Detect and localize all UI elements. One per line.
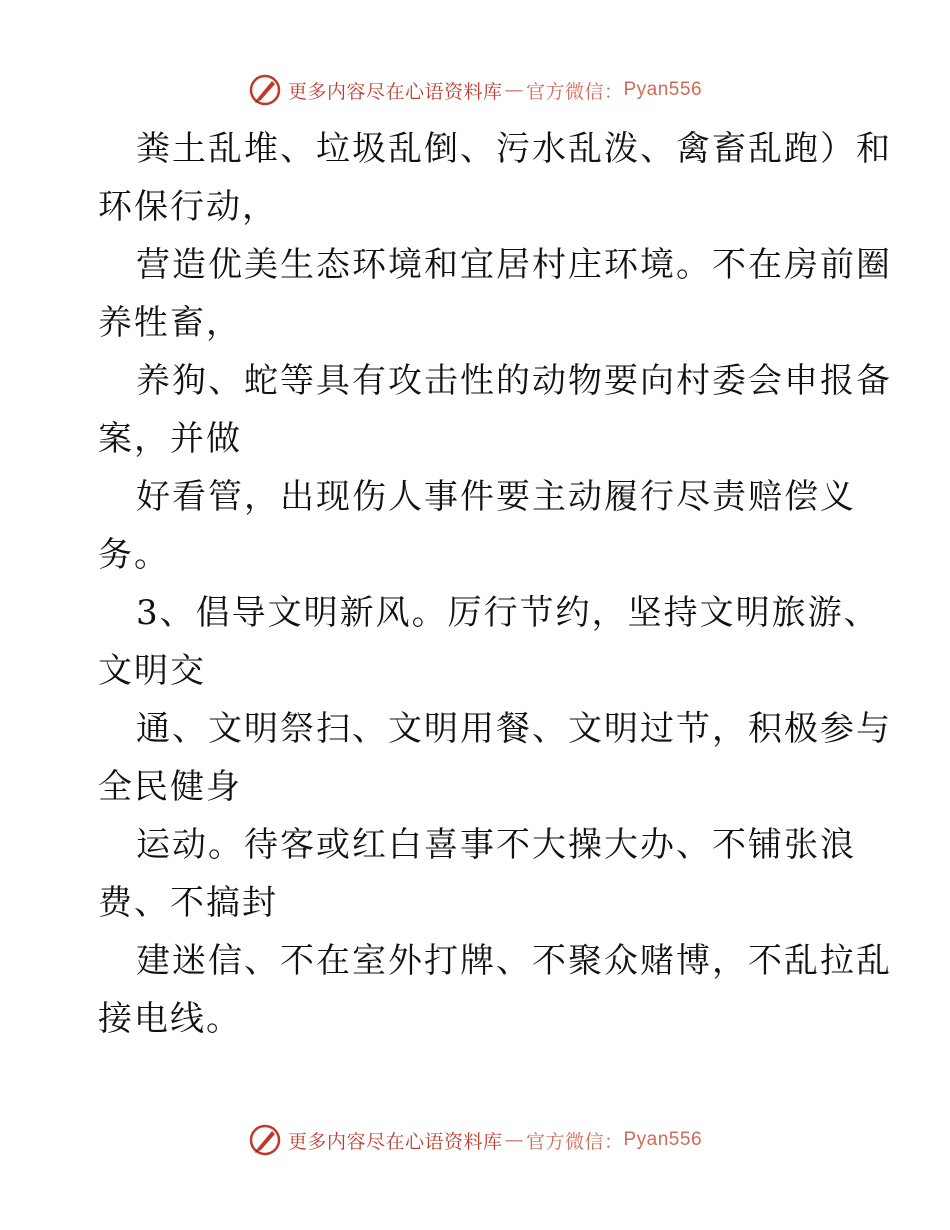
- document-body: [98, 120, 892, 1048]
- text-line: 养牲畜，: [98, 303, 242, 343]
- text-line: 费、不搞封: [98, 883, 278, 923]
- text-line: 环保行动，: [98, 187, 278, 227]
- text-line: 好看管，出现伤人事件要主动履行尽责赔偿义: [136, 477, 856, 517]
- text-line: 文明交: [98, 651, 206, 691]
- header-watermark: [0, 70, 950, 110]
- watermark-dash: —: [504, 79, 524, 101]
- watermark-main-text: 更多内容尽在心语资料库: [287, 1130, 503, 1153]
- watermark-dash: —: [504, 1129, 524, 1151]
- text-line: 案，并做: [98, 419, 242, 459]
- text-line: 粪土乱堆、垃圾乱倒、污水乱泼、禽畜乱跑）和: [136, 129, 892, 169]
- quill-pen-logo-icon: [248, 1123, 282, 1157]
- text-line: 通、文明祭扫、文明用餐、文明过节，积极参与: [136, 709, 892, 749]
- watermark-wechat-label: 官方微信：: [525, 80, 624, 103]
- text-line: 务。: [98, 535, 170, 575]
- quill-pen-logo-icon: [248, 73, 282, 107]
- text-line: 3、倡导文明新风。厉行节约，坚持文明旅游、: [136, 593, 880, 633]
- watermark-wechat-id: Pyan556: [623, 79, 703, 100]
- text-line: 营造优美生态环境和宜居村庄环境。不在房前圈: [136, 245, 892, 285]
- watermark-wechat-id: Pyan556: [623, 1129, 703, 1150]
- text-line: 运动。待客或红白喜事不大操大办、不铺张浪: [136, 825, 856, 865]
- watermark-wechat-label: 官方微信：: [525, 1130, 624, 1153]
- footer-watermark: [0, 1120, 950, 1160]
- text-line: 全民健身: [98, 767, 242, 807]
- text-line: 养狗、蛇等具有攻击性的动物要向村委会申报备: [136, 361, 892, 401]
- text-line: 建迷信、不在室外打牌、不聚众赌博，不乱拉乱: [136, 941, 892, 981]
- watermark-main-text: 更多内容尽在心语资料库: [287, 80, 503, 103]
- text-line: 接电线。: [98, 999, 242, 1039]
